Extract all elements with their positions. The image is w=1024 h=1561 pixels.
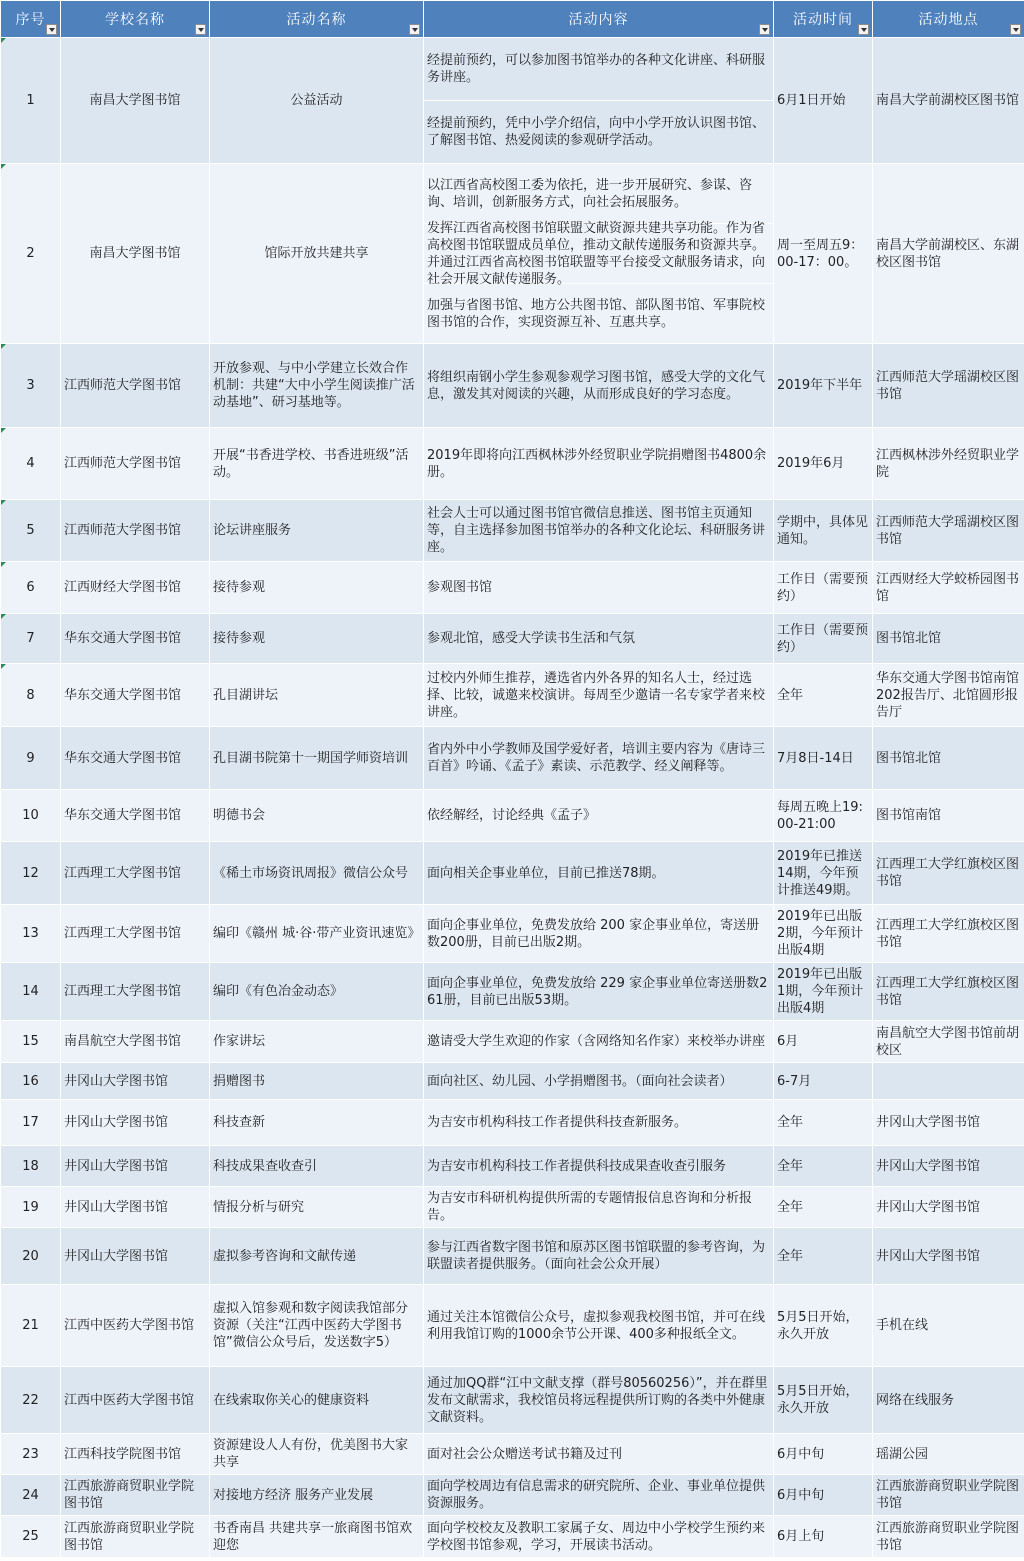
cell-time[interactable]: 2019年已出版2期，今年预计出版4期 — [774, 905, 873, 963]
cell-place[interactable]: 华东交通大学图书馆南馆202报告厅、北馆圆形报告厅 — [873, 664, 1024, 727]
cell-content[interactable] — [424, 614, 774, 664]
content-paragraph: 为吉安市科研机构提供所需的专题情报信息咨询和分析报告。 — [427, 1191, 753, 1223]
content-paragraph: 通过加QQ群“江中文献支撑（群号80560256）”，并在群里发布文献需求，我校馆员将远程提供所订购的各类中外健康文献资料。 — [427, 1375, 768, 1425]
cell-time[interactable]: 6月中旬 — [774, 1434, 873, 1475]
cell-school[interactable]: 江西中医药大学图书馆 — [61, 1285, 210, 1367]
cell-no[interactable]: 25 — [1, 1516, 61, 1558]
cell-place[interactable]: 江西理工大学红旗校区图书馆 — [873, 905, 1024, 963]
cell-no[interactable]: 8 — [1, 664, 61, 727]
table-row — [1, 1434, 1024, 1475]
table-row — [1, 428, 1024, 500]
cell-school[interactable]: 江西理工大学图书馆 — [61, 842, 210, 905]
table-row — [1, 1285, 1024, 1367]
cell-time[interactable]: 全年 — [774, 1100, 873, 1146]
content-paragraph: 经提前预约，可以参加图书馆举办的各种文化讲座、科研服务讲座。 — [424, 38, 773, 101]
cell-no[interactable]: 19 — [1, 1187, 61, 1228]
cell-no[interactable]: 18 — [1, 1146, 61, 1187]
content-paragraph: 为吉安市机构科技工作者提供科技查新服务。 — [427, 1115, 688, 1130]
cell-content[interactable] — [424, 842, 774, 905]
filter-dropdown-icon[interactable] — [858, 24, 869, 35]
cell-place[interactable]: 井冈山大学图书馆 — [873, 1146, 1024, 1187]
cell-no[interactable]: 10 — [1, 790, 61, 842]
header-label: 学校名称 — [105, 12, 165, 28]
cell-place[interactable]: 江西枫林涉外经贸职业学院 — [873, 428, 1024, 500]
header-row — [1, 1, 1024, 38]
cell-school[interactable]: 江西师范大学图书馆 — [61, 428, 210, 500]
cell-content[interactable] — [424, 1228, 774, 1285]
header-activity — [210, 1, 424, 38]
cell-place[interactable]: 手机在线 — [873, 1285, 1024, 1367]
content-paragraph: 面向社区、幼儿园、小学捐赠图书。（面向社会读者） — [427, 1073, 733, 1089]
cell-no[interactable]: 1 — [1, 38, 61, 164]
cell-place[interactable]: 井冈山大学图书馆 — [873, 1187, 1024, 1228]
cell-place[interactable]: 江西旅游商贸职业学院图书馆 — [873, 1475, 1024, 1516]
header-label: 活动时间 — [793, 12, 853, 28]
table-row — [1, 1228, 1024, 1285]
filter-dropdown-icon[interactable] — [46, 24, 57, 35]
cell-content[interactable] — [424, 1434, 774, 1475]
cell-content[interactable] — [424, 1285, 774, 1367]
cell-activity[interactable]: 编印《有色冶金动态》 — [210, 963, 424, 1021]
content-paragraph: 面向企事业单位，免费发放给 229 家企事业单位寄送册数261册，目前已出版53期。 — [427, 975, 768, 1008]
header-time — [774, 1, 873, 38]
cell-school[interactable]: 井冈山大学图书馆 — [61, 1100, 210, 1146]
header-place — [873, 1, 1024, 38]
table-body — [1, 38, 1024, 1558]
cell-activity[interactable]: 接待参观 — [210, 562, 424, 614]
header-label: 活动内容 — [568, 12, 629, 28]
cell-school[interactable]: 井冈山大学图书馆 — [61, 1187, 210, 1228]
cell-place[interactable]: 井冈山大学图书馆 — [873, 1100, 1024, 1146]
cell-school[interactable]: 江西中医药大学图书馆 — [61, 1367, 210, 1434]
content-paragraph: 参观北馆，感受大学读书生活和气氛 — [427, 631, 636, 646]
cell-place[interactable]: 江西师范大学瑶湖校区图书馆 — [873, 344, 1024, 428]
table-row — [1, 614, 1024, 664]
table-row — [1, 905, 1024, 963]
content-paragraph: 省内外中小学教师及国学爱好者，培训主要内容为《唐诗三百首》吟诵、《孟子》素读、示范教学、经义阐释等。 — [427, 742, 766, 774]
cell-time[interactable]: 6月上旬 — [774, 1516, 873, 1558]
content-paragraph: 将组织南钢小学生参观参观学习图书馆，感受大学的文化气息，激发其对阅读的兴趣，从而形成良好的学习态度。 — [427, 369, 766, 402]
cell-no[interactable]: 6 — [1, 562, 61, 614]
cell-school[interactable]: 南昌航空大学图书馆 — [61, 1021, 210, 1063]
cell-no[interactable]: 15 — [1, 1021, 61, 1063]
content-paragraph: 面对社会公众赠送考试书籍及过刊 — [427, 1446, 623, 1462]
cell-activity[interactable]: 接待参观 — [210, 614, 424, 664]
cell-content[interactable] — [424, 500, 774, 562]
cell-time[interactable]: 5月5日开始，永久开放 — [774, 1367, 873, 1434]
cell-place[interactable]: 瑶湖公园 — [873, 1434, 1024, 1475]
table-row — [1, 500, 1024, 562]
cell-no[interactable]: 17 — [1, 1100, 61, 1146]
cell-place[interactable] — [873, 1063, 1024, 1100]
cell-time[interactable]: 学期中，具体见通知。 — [774, 500, 873, 562]
filter-dropdown-icon[interactable] — [195, 24, 206, 35]
cell-activity[interactable]: 孔目湖讲坛 — [210, 664, 424, 727]
content-paragraph: 发挥江西省高校图书馆联盟文献资源共建共享功能。作为省高校图书馆联盟成员单位，推动文献传递服务和资源共享。并通过江西省高校图书馆联盟等平台接受文献服务请求，向社会开展文献传递服务。 — [424, 224, 773, 284]
cell-time[interactable]: 全年 — [774, 1228, 873, 1285]
content-paragraph: 邀请受大学生欢迎的作家（含网络知名作家）来校举办讲座 — [427, 1034, 766, 1049]
table-row — [1, 1100, 1024, 1146]
cell-school[interactable]: 江西师范大学图书馆 — [61, 344, 210, 428]
cell-content[interactable] — [424, 1187, 774, 1228]
cell-activity[interactable]: 资源建设人人有份，优美图书大家共享 — [210, 1434, 424, 1475]
cell-activity[interactable]: 虚拟入馆参观和数字阅读我馆部分资源（关注“江西中医药大学图书馆”微信公众号后，发送数字5） — [210, 1285, 424, 1367]
cell-no[interactable]: 21 — [1, 1285, 61, 1367]
cell-no[interactable]: 3 — [1, 344, 61, 428]
cell-time[interactable]: 6月 — [774, 1021, 873, 1063]
cell-place[interactable]: 江西旅游商贸职业学院图书馆 — [873, 1516, 1024, 1558]
cell-activity[interactable]: 《稀土市场资讯周报》微信公众号 — [210, 842, 424, 905]
cell-place[interactable]: 南昌航空大学图书馆前胡校区 — [873, 1021, 1024, 1063]
cell-place[interactable]: 图书馆北馆 — [873, 727, 1024, 790]
filter-dropdown-icon[interactable] — [1010, 24, 1021, 35]
content-paragraph: 参与江西省数字图书馆和原苏区图书馆联盟的参考咨询，为联盟读者提供服务。（面向社会公众开展） — [427, 1240, 766, 1272]
cell-place[interactable]: 南昌大学前湖校区图书馆 — [873, 38, 1024, 164]
cell-activity[interactable]: 科技查新 — [210, 1100, 424, 1146]
cell-activity[interactable]: 作家讲坛 — [210, 1021, 424, 1063]
cell-time[interactable]: 2019年已推送14期，今年预计推送49期。 — [774, 842, 873, 905]
cell-school[interactable]: 南昌大学图书馆 — [61, 164, 210, 344]
header-content — [424, 1, 774, 38]
cell-activity[interactable]: 孔目湖书院第十一期国学师资培训 — [210, 727, 424, 790]
cell-time[interactable]: 2019年下半年 — [774, 344, 873, 428]
cell-no[interactable]: 14 — [1, 963, 61, 1021]
cell-content[interactable] — [424, 905, 774, 963]
cell-content[interactable] — [424, 790, 774, 842]
cell-activity[interactable]: 虚拟参考咨询和文献传递 — [210, 1228, 424, 1285]
table-row — [1, 842, 1024, 905]
cell-place[interactable]: 江西财经大学蛟桥园图书馆 — [873, 562, 1024, 614]
table-row — [1, 562, 1024, 614]
cell-place[interactable]: 江西理工大学红旗校区图书馆 — [873, 963, 1024, 1021]
content-paragraph: 为吉安市机构科技工作者提供科技成果查收查引服务 — [427, 1158, 727, 1174]
content-paragraph: 通过关注本馆微信公众号，虚拟参观我校图书馆，并可在线利用我馆订购的1000余节公开课、400多种报纸全文。 — [427, 1309, 766, 1342]
cell-no[interactable]: 9 — [1, 727, 61, 790]
content-paragraph: 面向企事业单位，免费发放给 200 家企事业单位，寄送册数200册，目前已出版2期。 — [427, 917, 760, 950]
cell-content[interactable] — [424, 38, 774, 164]
cell-content[interactable] — [424, 664, 774, 727]
cell-time[interactable]: 每周五晚上19:00-21:00 — [774, 790, 873, 842]
cell-activity[interactable]: 馆际开放共建共享 — [210, 164, 424, 344]
cell-place[interactable]: 图书馆北馆 — [873, 614, 1024, 664]
cell-activity[interactable]: 科技成果查收查引 — [210, 1146, 424, 1187]
cell-school[interactable]: 江西科技学院图书馆 — [61, 1434, 210, 1475]
content-paragraph: 加强与省图书馆、地方公共图书馆、部队图书馆、军事院校图书馆的合作，实现资源互补、互惠共享。 — [427, 297, 766, 330]
cell-no[interactable]: 12 — [1, 842, 61, 905]
cell-time[interactable]: 全年 — [774, 1187, 873, 1228]
content-paragraph: 经提前预约，凭中小学介绍信，向中小学开放认识图书馆、了解图书馆、热爱阅读的参观研学活动。 — [427, 116, 766, 148]
table-row — [1, 1187, 1024, 1228]
cell-place[interactable]: 江西理工大学红旗校区图书馆 — [873, 842, 1024, 905]
cell-school[interactable]: 井冈山大学图书馆 — [61, 1146, 210, 1187]
table-row — [1, 1063, 1024, 1100]
filter-dropdown-icon[interactable] — [759, 24, 770, 35]
cell-activity[interactable]: 书香南昌 共建共享一旅商图书馆欢迎您 — [210, 1516, 424, 1558]
header-school — [61, 1, 210, 38]
table-row — [1, 1516, 1024, 1558]
cell-content[interactable] — [424, 562, 774, 614]
cell-no[interactable]: 23 — [1, 1434, 61, 1475]
cell-activity[interactable]: 开展“书香进学校、书香进班级”活动。 — [210, 428, 424, 500]
table-row — [1, 164, 1024, 344]
content-paragraph: 面向学校校友及教职工家属子女、周边中小学校学生预约来学校图书馆参观，学习，开展读书活动。 — [427, 1520, 766, 1553]
table-row — [1, 1475, 1024, 1516]
cell-content[interactable] — [424, 1146, 774, 1187]
cell-activity[interactable]: 在线索取你关心的健康资料 — [210, 1367, 424, 1434]
cell-school[interactable]: 井冈山大学图书馆 — [61, 1228, 210, 1285]
cell-no[interactable]: 24 — [1, 1475, 61, 1516]
cell-activity[interactable]: 对接地方经济 服务产业发展 — [210, 1475, 424, 1516]
table-row — [1, 38, 1024, 164]
cell-school[interactable]: 井冈山大学图书馆 — [61, 1063, 210, 1100]
cell-no[interactable]: 16 — [1, 1063, 61, 1100]
cell-place[interactable]: 江西师范大学瑶湖校区图书馆 — [873, 500, 1024, 562]
cell-activity[interactable]: 明德书会 — [210, 790, 424, 842]
cell-content[interactable] — [424, 1367, 774, 1434]
cell-content[interactable] — [424, 1100, 774, 1146]
cell-time[interactable]: 2019年已出版1期，今年预计出版4期 — [774, 963, 873, 1021]
content-paragraph: 面向相关企事业单位，目前已推送78期。 — [427, 865, 665, 881]
content-paragraph: 参观图书馆 — [427, 580, 493, 595]
table-row — [1, 1146, 1024, 1187]
content-paragraph: 依经解经，讨论经典《孟子》 — [427, 808, 597, 823]
cell-activity[interactable]: 公益活动 — [210, 38, 424, 164]
content-paragraph: 以江西省高校图工委为依托，进一步开展研究、参谋、咨询、培训，创新服务方式，向社会拓展服务。 — [424, 164, 773, 224]
cell-content[interactable] — [424, 963, 774, 1021]
table-row — [1, 790, 1024, 842]
table-row — [1, 727, 1024, 790]
content-paragraph: 社会人士可以通过图书馆官微信息推送、图书馆主页通知等，自主选择参加图书馆举办的各种文化论坛、科研服务讲座。 — [427, 506, 766, 555]
header-no — [1, 1, 61, 38]
cell-no[interactable]: 22 — [1, 1367, 61, 1434]
table-row — [1, 1367, 1024, 1434]
cell-no[interactable]: 13 — [1, 905, 61, 963]
content-paragraph: 过校内外师生推荐，遴选省内外各界的知名人士，经过选择、比较，诚邀来校演讲。每周至少邀请一名专家学者来校讲座。 — [427, 670, 766, 720]
cell-school[interactable]: 江西理工大学图书馆 — [61, 963, 210, 1021]
cell-school[interactable]: 华东交通大学图书馆 — [61, 790, 210, 842]
cell-content[interactable] — [424, 1516, 774, 1558]
cell-activity[interactable]: 编印《赣州 城·谷·带产业资讯速览》 — [210, 905, 424, 963]
cell-time[interactable]: 工作日（需要预约） — [774, 614, 873, 664]
cell-no[interactable]: 2 — [1, 164, 61, 344]
cell-school[interactable]: 华东交通大学图书馆 — [61, 664, 210, 727]
cell-content[interactable] — [424, 1021, 774, 1063]
cell-no[interactable]: 7 — [1, 614, 61, 664]
cell-no[interactable]: 20 — [1, 1228, 61, 1285]
cell-time[interactable]: 2019年6月 — [774, 428, 873, 500]
cell-activity[interactable]: 论坛讲座服务 — [210, 500, 424, 562]
cell-no[interactable]: 5 — [1, 500, 61, 562]
cell-no[interactable]: 4 — [1, 428, 61, 500]
table-row — [1, 664, 1024, 727]
cell-school[interactable]: 江西师范大学图书馆 — [61, 500, 210, 562]
table-row — [1, 1021, 1024, 1063]
cell-school[interactable]: 江西旅游商贸职业学院图书馆 — [61, 1475, 210, 1516]
content-paragraph: 面向学校周边有信息需求的研究院所、企业、事业单位提供资源服务。 — [427, 1479, 766, 1511]
cell-activity[interactable]: 开放参观、与中小学建立长效合作机制：共建“大中小学生阅读推广活动基地”、研习基地等。 — [210, 344, 424, 428]
cell-activity[interactable]: 捐赠图书 — [210, 1063, 424, 1100]
header-label: 序号 — [15, 12, 46, 28]
filter-dropdown-icon[interactable] — [409, 24, 420, 35]
cell-time[interactable]: 5月5日开始，永久开放 — [774, 1285, 873, 1367]
cell-school[interactable]: 江西旅游商贸职业学院图书馆 — [61, 1516, 210, 1558]
cell-content[interactable] — [424, 1475, 774, 1516]
cell-time[interactable]: 周一至周五9：00-17：00。 — [774, 164, 873, 344]
cell-place[interactable]: 网络在线服务 — [873, 1367, 1024, 1434]
cell-time[interactable]: 6月1日开始 — [774, 38, 873, 164]
cell-activity[interactable]: 情报分析与研究 — [210, 1187, 424, 1228]
cell-place[interactable]: 井冈山大学图书馆 — [873, 1228, 1024, 1285]
cell-school[interactable]: 江西财经大学图书馆 — [61, 562, 210, 614]
cell-content[interactable] — [424, 164, 774, 344]
cell-time[interactable]: 全年 — [774, 1146, 873, 1187]
header-label: 活动地点 — [918, 12, 979, 28]
cell-school[interactable]: 江西理工大学图书馆 — [61, 905, 210, 963]
cell-time[interactable]: 6月中旬 — [774, 1475, 873, 1516]
cell-time[interactable]: 7月8日-14日 — [774, 727, 873, 790]
cell-time[interactable]: 工作日（需要预约） — [774, 562, 873, 614]
cell-time[interactable]: 6-7月 — [774, 1063, 873, 1100]
cell-content[interactable] — [424, 428, 774, 500]
table-row — [1, 344, 1024, 428]
cell-time[interactable]: 全年 — [774, 664, 873, 727]
content-paragraph: 2019年即将向江西枫林涉外经贸职业学院捐赠图书4800余册。 — [427, 447, 767, 480]
cell-place[interactable]: 图书馆南馆 — [873, 790, 1024, 842]
table-row — [1, 963, 1024, 1021]
cell-school[interactable]: 华东交通大学图书馆 — [61, 614, 210, 664]
cell-school[interactable]: 华东交通大学图书馆 — [61, 727, 210, 790]
cell-school[interactable]: 南昌大学图书馆 — [61, 38, 210, 164]
header-label: 活动名称 — [286, 12, 347, 28]
cell-content[interactable] — [424, 1063, 774, 1100]
cell-content[interactable] — [424, 727, 774, 790]
cell-place[interactable]: 南昌大学前湖校区、东湖校区图书馆 — [873, 164, 1024, 344]
cell-content[interactable] — [424, 344, 774, 428]
